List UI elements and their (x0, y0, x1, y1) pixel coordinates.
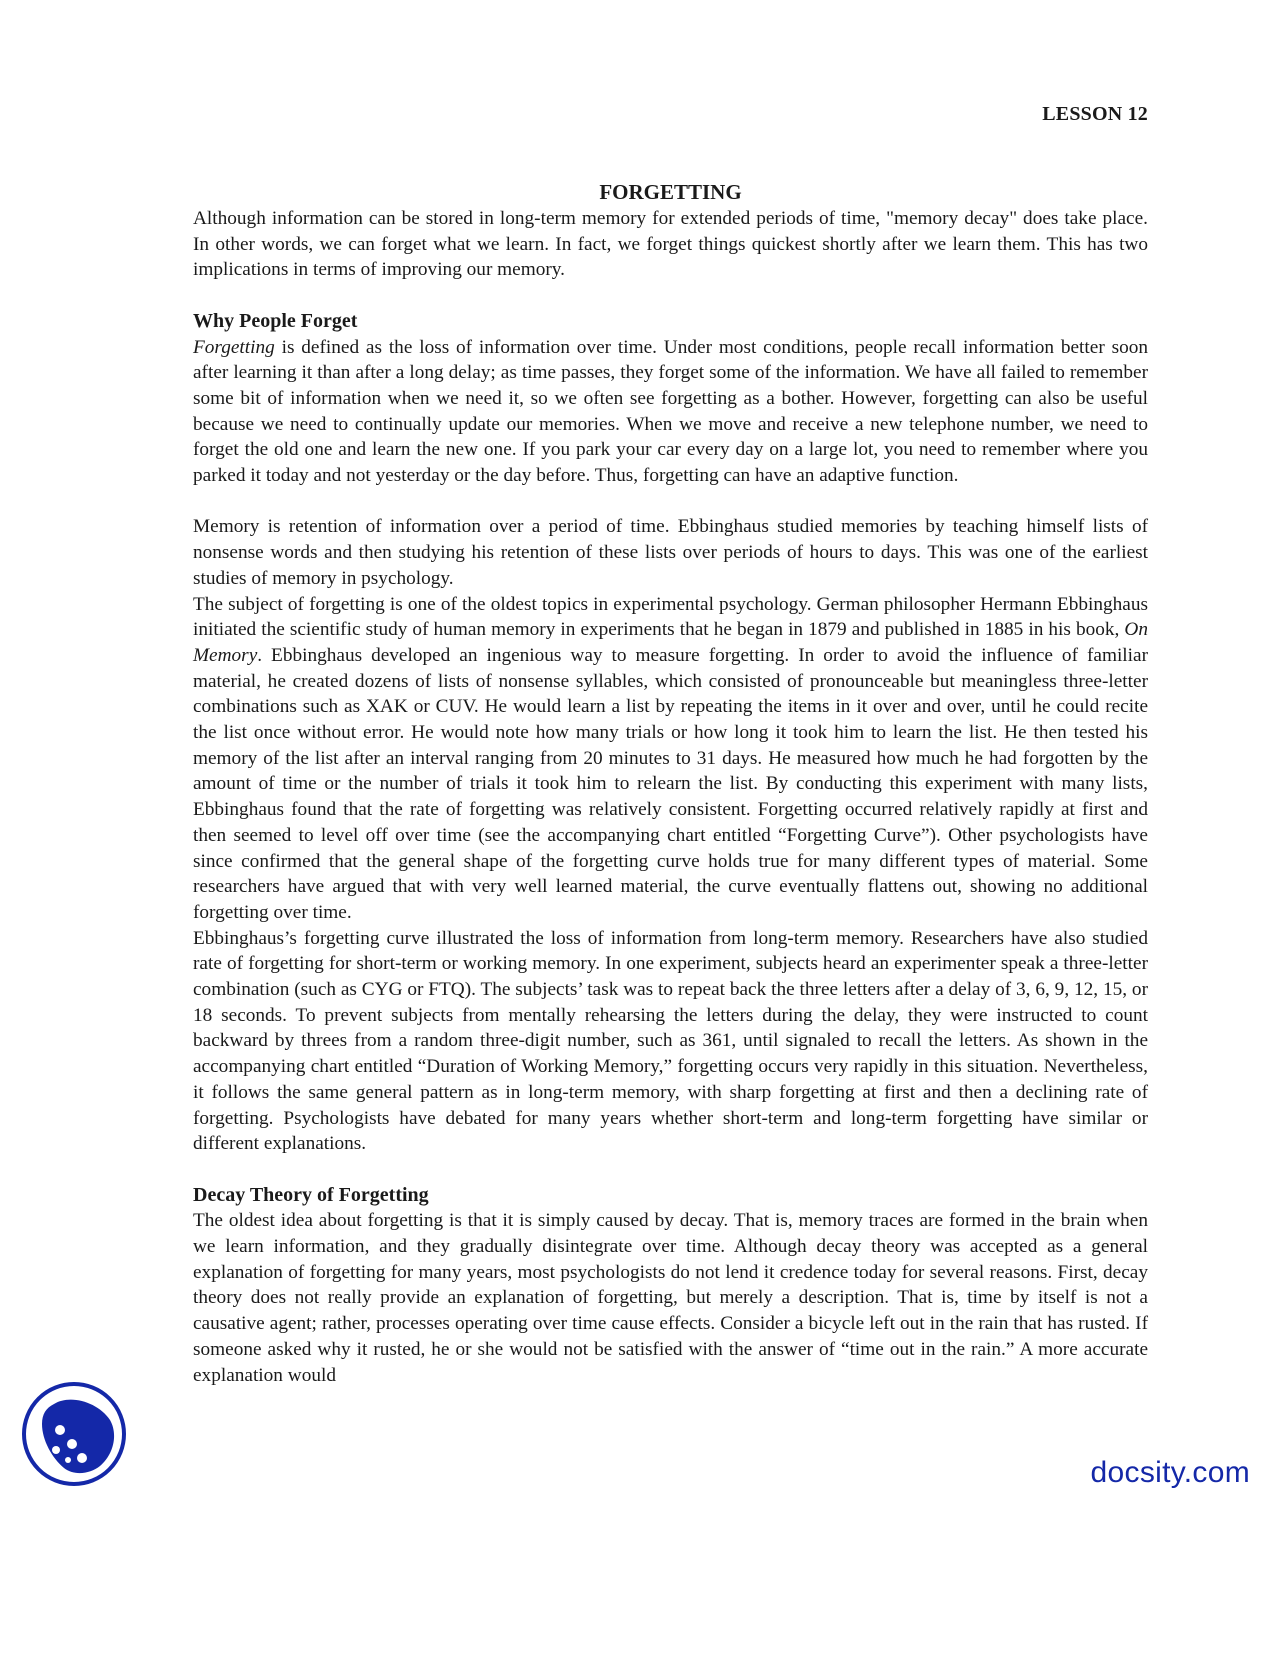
paragraph-forgetting-definition (193, 335, 1148, 489)
paragraph-working-memory: Ebbinghaus’s forgetting curve illustrated the loss of information from long-term memory. Researchers have also studied rate of forgetting for short-term or working memory. In one experiment, subjects heard an experimenter speak a three-letter combination (such as CYG or FTQ). The subjects’ task was to repeat back the three letters after a delay of 3, 6, 9, 12, 15, or 18 seconds. To prevent subjects from mentally rehearsing the letters during the delay, they were instructed to count backward by threes from a random three-digit number, such as 361, until signaled to recall the letters. As shown in the accompanying chart entitled “Duration of Working Memory,” forgetting occurs very rapidly in this situation. Nevertheless, it follows the same general pattern as in long-term memory, with sharp forgetting at first and then a declining rate of forgetting. Psychologists have debated for many years whether short-term and long-term forgetting have similar or different explanations. (193, 927, 1148, 1155)
paragraph-decay-theory: The oldest idea about forgetting is that it is simply caused by decay. That is, memory traces are formed in the brain when we learn information, and they gradually disintegrate over time. Although decay theory was accepted as a general explanation of forgetting for many years, most psychologists do not lend it credence today for several reasons. First, decay theory does not really provide an explanation of forgetting, but merely a description. That is, time by itself is not a causative agent; rather, processes operating over time cause effects. Consider a bicycle left out in the rain that has rusted. If someone asked why it rusted, he or she would not be satisfied with the answer of “time out in the rain.” A more accurate explanation would (193, 1210, 1148, 1386)
paragraph-text: is defined as the loss of information over time. Under most conditions, people recall information better soon after learning it than after a long delay; as time passes, they forget some of the information. We have all failed to remember some bit of information when we need it, so we often see forgetting as a bother. However, forgetting can also be useful because we need to continually update our memories. When we move and receive a new telephone number, we need to forget the old one and learn the new one. If you park your car every day on a large lot, you need to remember where you parked it today and not yesterday or the day before. Thus, forgetting can have an adaptive function. (193, 336, 1148, 487)
docsity-brand-link[interactable]: docsity.com (1090, 1456, 1250, 1489)
paragraph-text: . Ebbinghaus developed an ingenious way to measure forgetting. In order to avoid the influence of familiar material, he created dozens of lists of nonsense syllables, which consisted of pronounceable but meaningless three-letter combinations such as XAK or CUV. He would learn a list by repeating the items in it over and over, until he could recite the list once without error. He would note how many trials or how long it took him to learn the list. He then tested his memory of the list after an interval ranging from 20 minutes to 31 days. He measured how much he had forgotten by the amount of time or the number of trials it took him to relearn the list. By conducting this experiment with many lists, Ebbinghaus found that the rate of forgetting was relatively consistent. Forgetting occurred relatively rapidly at first and then seemed to level off over time (see the accompanying chart entitled “Forgetting Curve”). Other psychologists have since confirmed that the general shape of the forgetting curve holds true for many different types of material. Some researchers have argued that with very well learned material, the curve eventually flattens out, showing no additional forgetting over time. (193, 644, 1148, 923)
paragraph-ebbinghaus (193, 592, 1148, 926)
term-forgetting: Forgetting (193, 336, 275, 358)
section-heading-why-people-forget: Why People Forget (193, 309, 358, 332)
lesson-number: LESSON 12 (1042, 103, 1148, 125)
docsity-logo-icon (20, 1380, 128, 1488)
section-heading-decay-theory: Decay Theory of Forgetting (193, 1183, 429, 1206)
paragraph-text: The subject of forgetting is one of the oldest topics in experimental psychology. German philosopher Hermann Ebbinghaus initiated the scientific study of human memory in experiments that he began in 1879 and published in 1885 in his book, (193, 593, 1148, 641)
document-body (193, 206, 1148, 1388)
book-title: On Memory (193, 619, 1148, 666)
paragraph-memory-retention: Memory is retention of information over a period of time. Ebbinghaus studied memories by teaching himself lists of nonsense words and then studying his retention of these lists over periods of hours to days. This was one of the earliest studies of memory in psychology. (193, 516, 1148, 589)
page-title: FORGETTING (599, 180, 742, 204)
intro-paragraph: Although information can be stored in long-term memory for extended periods of time, "memory decay" does take place. In other words, we can forget what we learn. In fact, we forget things quickest shortly after we learn them. This has two implications in terms of improving our memory. (193, 208, 1148, 281)
